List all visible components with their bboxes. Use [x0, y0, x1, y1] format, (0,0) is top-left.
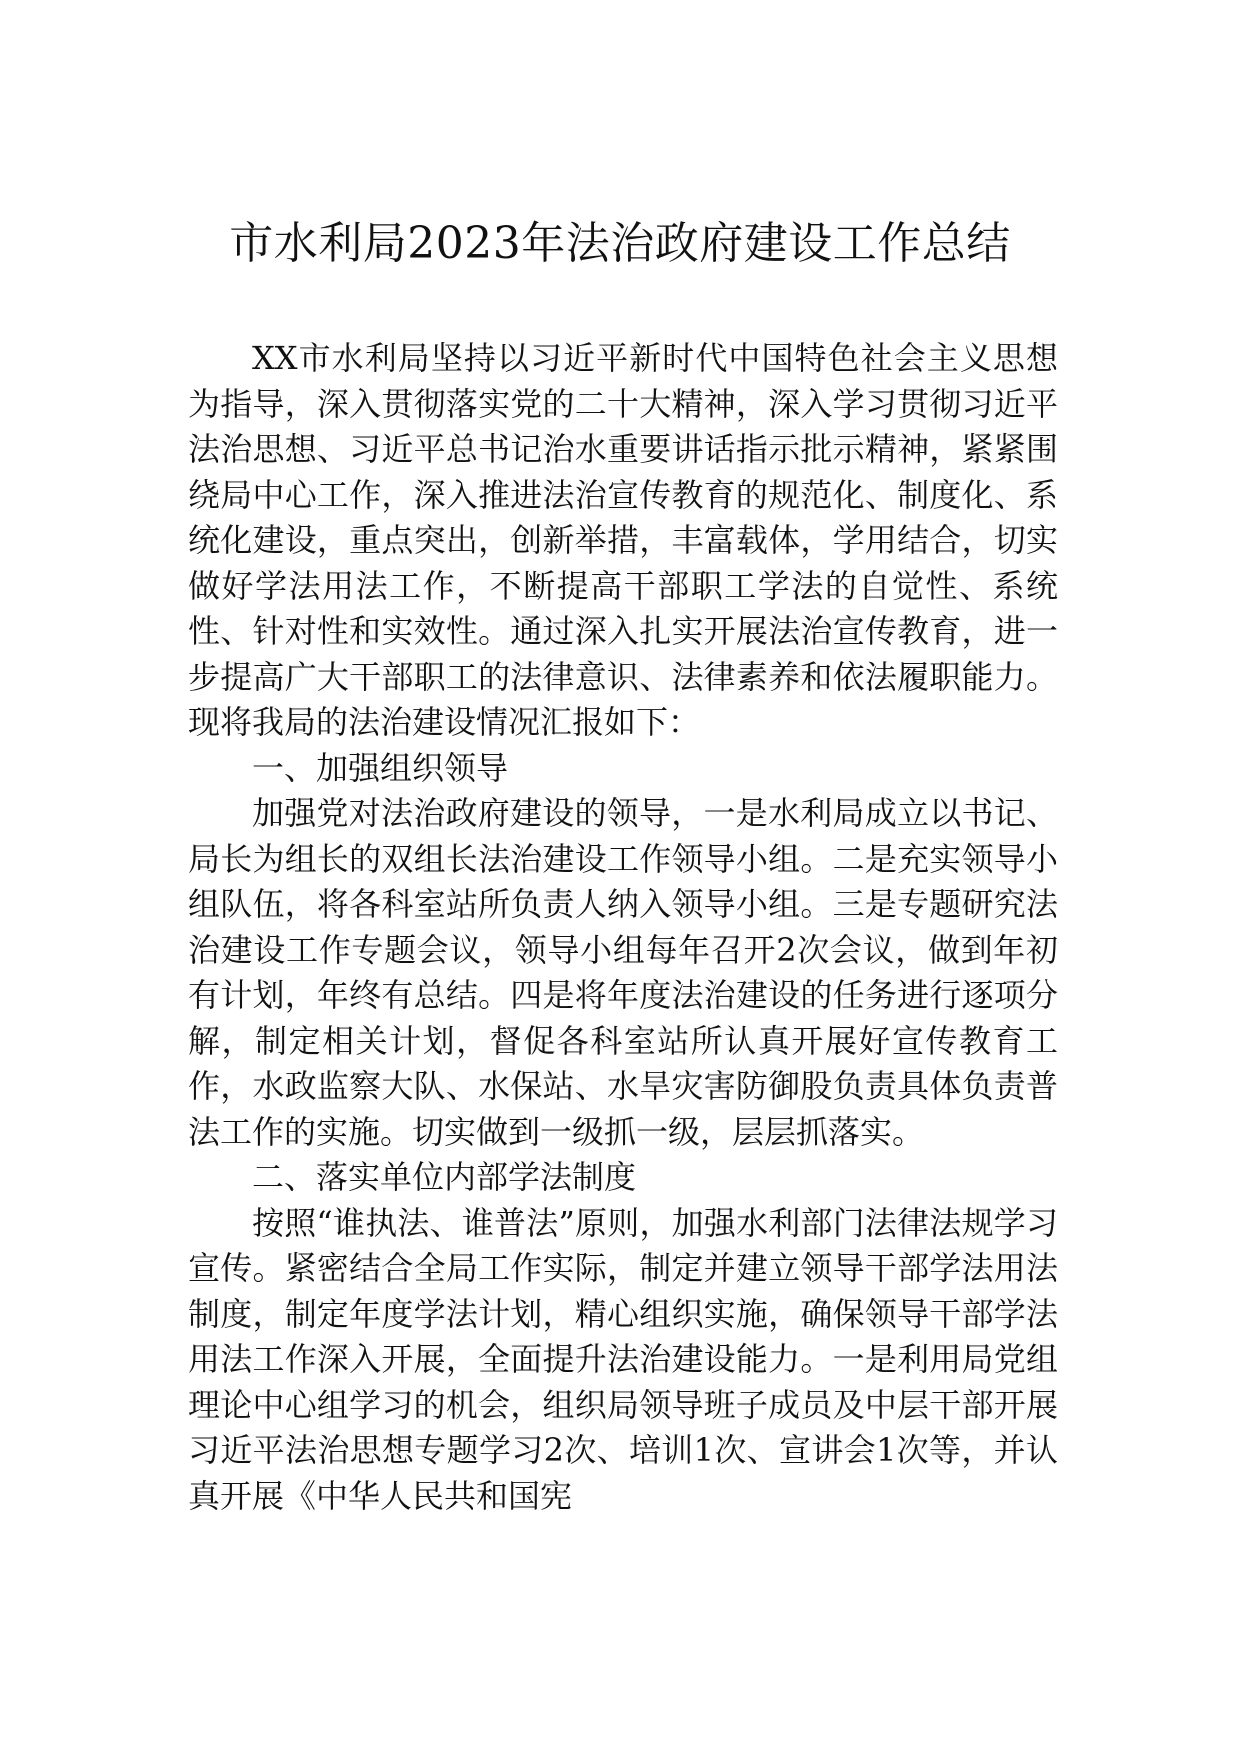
section-2-paragraph: 按照“谁执法、谁普法”原则，加强水利部门法律法规学习宣传。紧密结合全局工作实际，制定并建立领导干部学法用法制度，制定年度学法计划，精心组织实施，确保领导干部学法用法工作深入开展，全面提升法治建设能力。一是利用局党组理论中心组学习的机会，组织局领导班子成员及中层干部开展习近平法治思想专题学习2次、培训1次、宣讲会1次等，并认真开展《中华人民共和国宪 [188, 1203, 1058, 1515]
document-body [188, 336, 1058, 1519]
section-1-paragraph: 加强党对法治政府建设的领导，一是水利局成立以书记、局长为组长的双组长法治建设工作领导小组。二是充实领导小组队伍，将各科室站所负责人纳入领导小组。三是专题研究法治建设工作专题会议，领导小组每年召开2次会议，做到年初有计划，年终有总结。四是将年度法治建设的任务进行逐项分解，制定相关计划，督促各科室站所认真开展好宣传教育工作，水政监察大队、水保站、水旱灾害防御股负责具体负责普法工作的实施。切实做到一级抓一级，层层抓落实。 [188, 794, 1058, 1151]
section-heading-2: 二、落实单位内部学法制度 [252, 1158, 637, 1196]
document-title: 市水利局2023年法治政府建设工作总结 [229, 218, 1011, 269]
section-heading-1: 一、加强组织领导 [252, 748, 509, 787]
intro-paragraph: XX市水利局坚持以习近平新时代中国特色社会主义思想为指导，深入贯彻落实党的二十大精神，深入学习贯彻习近平法治思想、习近平总书记治水重要讲话指示批示精神，紧紧围绕局中心工作，深入推进法治宣传教育的规范化、制度化、系统化建设，重点突出，创新举措，丰富载体，学用结合，切实做好学法用法工作，不断提高干部职工学法的自觉性、系统性、针对性和实效性。通过深入扎实开展法治宣传教育，进一步提高广大干部职工的法律意识、法律素养和依法履职能力。现将我局的法治建设情况汇报如下： [188, 339, 1058, 741]
